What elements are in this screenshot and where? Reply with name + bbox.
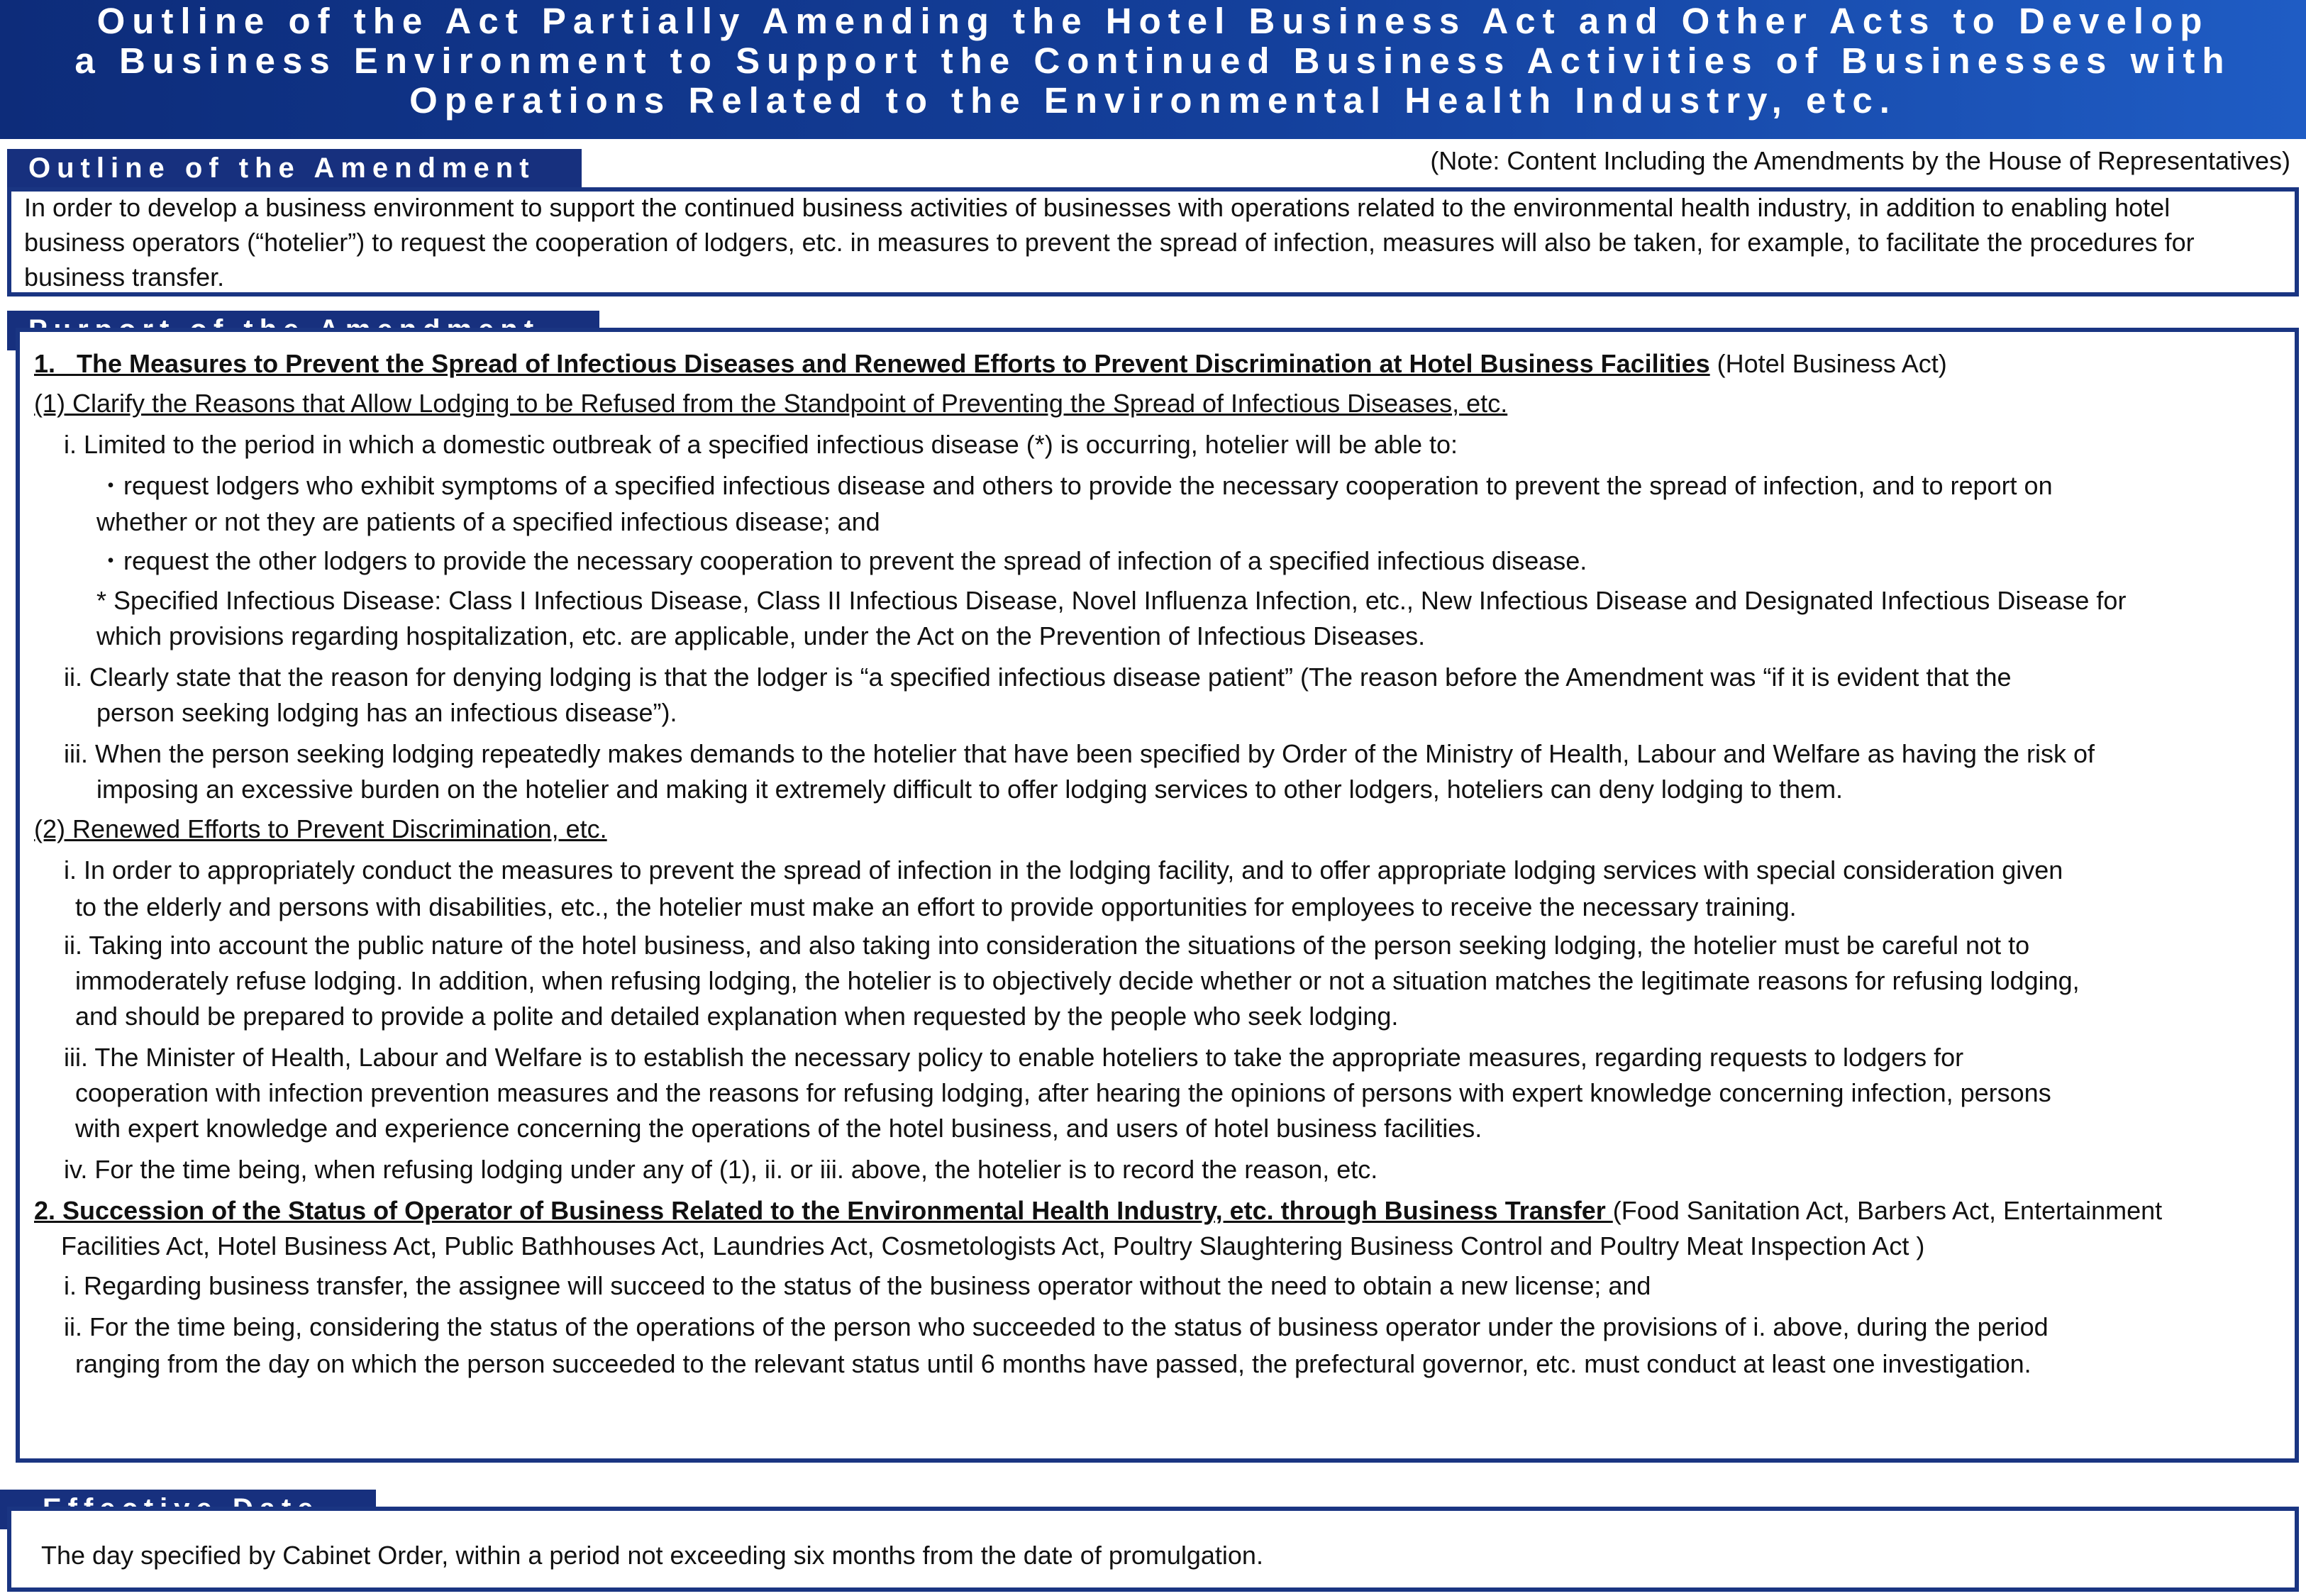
title-banner: [0, 0, 2306, 139]
sub-2-item-iii-line-1: iii. The Minister of Health, Labour and Welfare is to establish the necessary policy to enable hoteliers to take the appropriate measures, regarding requests to lodgers for: [64, 1043, 1964, 1072]
sub-1-item-iii-line-2: imposing an excessive burden on the hotelier and making it extremely difficult to offer lodging services to other lodgers, hoteliers can deny lodging to them.: [96, 775, 1844, 804]
item-2-acts-line-1: (Food Sanitation Act, Barbers Act, Entertainment: [1612, 1196, 2163, 1225]
item-2-item-ii-line-2: ranging from the day on which the person succeeded to the relevant status until 6 months have passed, the prefectural governor, etc. must conduct at least one investigation.: [75, 1349, 2031, 1378]
item-1-act: (Hotel Business Act): [1709, 349, 1947, 378]
sub-1-item-iii-line-1: iii. When the person seeking lodging repeatedly makes demands to the hotelier that have been specified by Order of the Ministry of Health, Labour and Welfare as having the risk of: [64, 739, 2095, 768]
outline-box: [7, 187, 2299, 297]
page-title-line-2: a Business Environment to Support the Continued Business Activities of Businesses with: [74, 40, 2232, 81]
effective-date-box: [7, 1507, 2299, 1592]
sub-2-title: (2) Renewed Efforts to Prevent Discrimination, etc.: [34, 814, 607, 843]
sub-2-item-iv: iv. For the time being, when refusing lodging under any of (1), ii. or iii. above, the hotelier is to record the reason, etc.: [64, 1155, 1378, 1184]
item-2-acts-line-2: Facilities Act, Hotel Business Act, Public Bathhouses Act, Laundries Act, Cosmetologists Act, Poultry Slaughtering Business Control and Poultry Meat Inspection Act ): [61, 1231, 1925, 1260]
sub-2-item-ii-line-2: immoderately refuse lodging. In addition, when refusing lodging, the hotelier is to objectively decide whether or not a situation matches the legitimate reasons for refusing lodging,: [75, 966, 2080, 995]
sub-2-item-iii-line-3: with expert knowledge and experience concerning the operations of the hotel business, and users of hotel business facilities.: [75, 1114, 1482, 1143]
outline-section-tab: Outline of the Amendment: [7, 149, 582, 189]
page-title-line-3: Operations Related to the Environmental Health Industry, etc.: [409, 80, 1897, 121]
item-2-item-i: i. Regarding business transfer, the assignee will succeed to the status of the business operator without the need to obtain a new license; and: [64, 1271, 1651, 1300]
sub-1-note-line-2: which provisions regarding hospitalization, etc. are applicable, under the Act on the Prevention of Infectious Diseases.: [96, 621, 1426, 650]
sub-2-item-iii-line-2: cooperation with infection prevention measures and the reasons for refusing lodging, after hearing the opinions of persons with expert knowledge concerning infection, persons: [75, 1078, 2051, 1107]
sub-1-item-ii-line-1: ii. Clearly state that the reason for denying lodging is that the lodger is “a specified infectious disease patient” (The reason before the Amendment was “if it is evident that the: [64, 663, 2012, 692]
sub-2-item-ii-line-3: and should be prepared to provide a polite and detailed explanation when requested by the people who seek lodging.: [75, 1002, 1399, 1031]
sub-2-item-ii-line-1: ii. Taking into account the public nature of the hotel business, and also taking into consideration the situations of the person seeking lodging, the hotelier must be careful not to: [64, 931, 2030, 960]
sub-1-note-line-1: * Specified Infectious Disease: Class I Infectious Disease, Class II Infectious Disease, Novel Influenza Infection, etc., New Infectious Disease and Designated Infectious Disease for: [96, 586, 2127, 615]
sub-1-item-ii-line-2: person seeking lodging has an infectious disease”).: [96, 698, 677, 727]
effective-date-body: The day specified by Cabinet Order, within a period not exceeding six months from the date of promulgation.: [41, 1541, 1263, 1570]
sub-1-item-i: i. Limited to the period in which a domestic outbreak of a specified infectious disease (*) is occurring, hotelier will be able to:: [64, 430, 1458, 459]
item-2-item-ii-line-1: ii. For the time being, considering the status of the operations of the person who succeeded to the status of business operator under the provisions of i. above, during the period: [64, 1312, 2049, 1341]
sub-1-bullet-1-line-2: whether or not they are patients of a specified infectious disease; and: [96, 507, 880, 536]
page-title: [28, 1, 2278, 121]
sub-1-bullet-2: ・request the other lodgers to provide the necessary cooperation to prevent the spread of infection of a specified infectious disease.: [98, 546, 1587, 575]
sub-1-bullet-1-line-1: ・request lodgers who exhibit symptoms of a specified infectious disease and others to provide the necessary cooperation to prevent the spread of infection, and to report on: [98, 471, 2053, 500]
amendment-note: (Note: Content Including the Amendments by the House of Representatives): [1430, 146, 2290, 175]
sub-1-title: (1) Clarify the Reasons that Allow Lodging to be Refused from the Standpoint of Preventing the Spread of Infectious Diseases, etc.: [34, 389, 1508, 418]
item-2-title: 2. Succession of the Status of Operator of Business Related to the Environmental Health Industry, etc. through Business Transfer: [34, 1196, 1613, 1225]
sub-2-item-i-line-2: to the elderly and persons with disabilities, etc., the hotelier must make an effort to provide opportunities for employees to receive the necessary training.: [75, 892, 1797, 921]
item-1-heading: [34, 346, 1947, 382]
outline-body: In order to develop a business environment to support the continued business activities of businesses with operations related to the environmental health industry, in addition to enabling hotel business operators (“hotelier”) to request the cooperation of lodgers, etc. in measures to prevent the spread of infection, measures will also be taken, for example, to facilitate the procedures for business transfer.: [24, 193, 2195, 292]
item-2-heading: [34, 1193, 2162, 1229]
page-title-line-1: Outline of the Act Partially Amending the Hotel Business Act and Other Acts to Develop: [96, 1, 2210, 41]
sub-2-item-i-line-1: i. In order to appropriately conduct the measures to prevent the spread of infection in the lodging facility, and to offer appropriate lodging services with special consideration given: [64, 855, 2063, 885]
item-1-title: 1. The Measures to Prevent the Spread of Infectious Diseases and Renewed Efforts to Prevent Discrimination at Hotel Business Facilities: [34, 349, 1710, 378]
purport-box: [16, 328, 2299, 1463]
